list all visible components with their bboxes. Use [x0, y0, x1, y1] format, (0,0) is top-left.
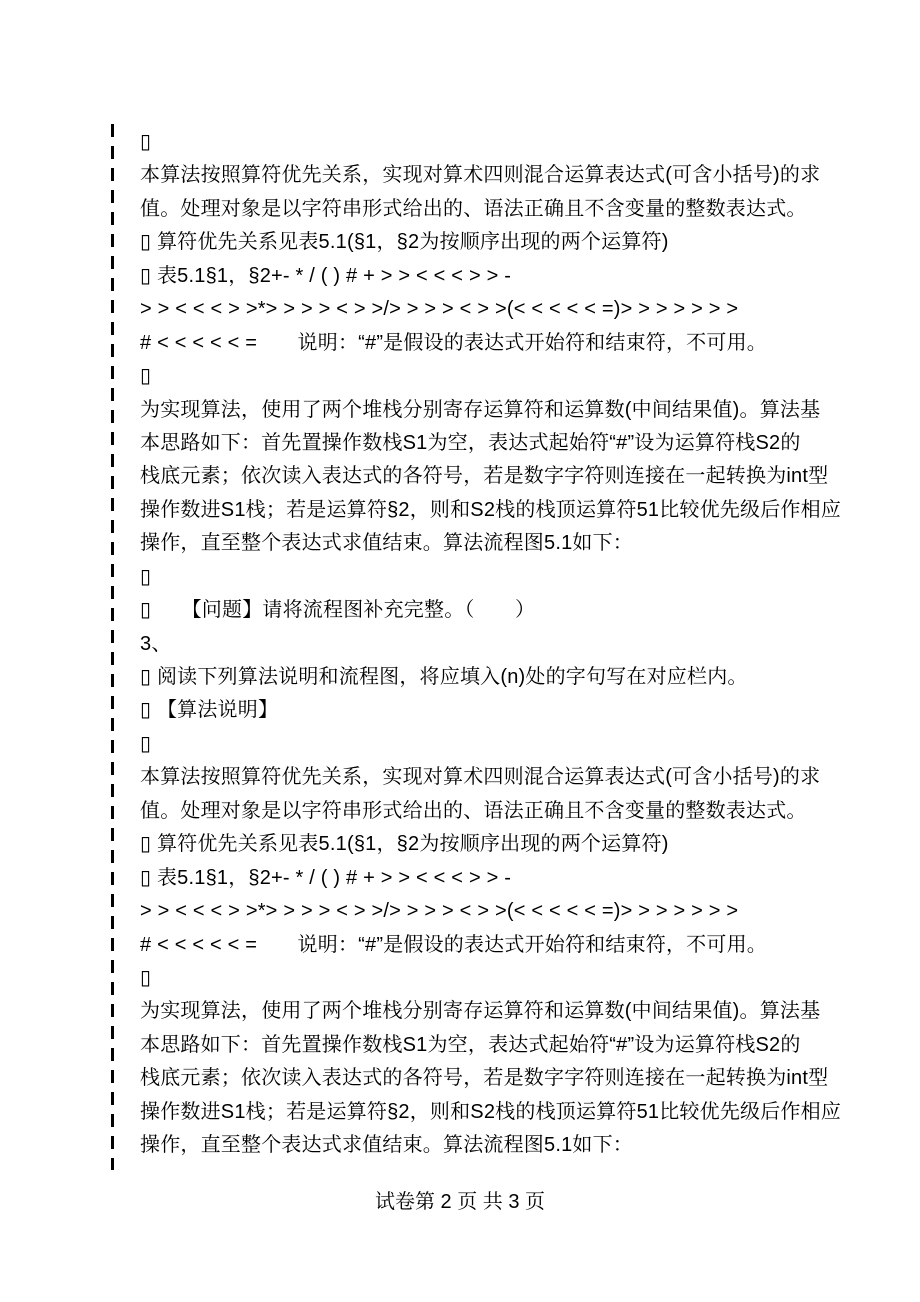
text-line: ▯ 阅读下列算法说明和流程图，将应填入(n)处的字句写在对应栏内。 [140, 666, 748, 688]
text-line: 本算法按照算符优先关系，实现对算术四则混合运算表达式(可含小括号)的求 [140, 164, 821, 187]
text-line: # < < < < < = 说明：“#”是假设的表达式开始符和结束符，不可用。 [140, 331, 767, 354]
text-line: ▯ 【算法说明】 [140, 699, 279, 722]
text-line: 本思路如下：首先置操作数栈S1为空，表达式起始符“#”设为运算符栈S2的 [140, 431, 801, 454]
text-line: ▯ [140, 732, 152, 755]
page-footer: 试卷第 2 页 共 3 页 [374, 1191, 546, 1213]
document-body [140, 126, 840, 1163]
text-line: 本算法按照算符优先关系，实现对算术四则混合运算表达式(可含小括号)的求 [140, 766, 821, 789]
text-line: 为实现算法，使用了两个堆栈分别寄存运算符和运算数(中间结果值)。算法基 [140, 398, 821, 421]
text-line: ▯ 算符优先关系见表5.1(§1，§2为按顺序出现的两个运算符) [140, 231, 669, 254]
page-margin-dashed-line [111, 124, 114, 1170]
text-line: 操作数进S1栈；若是运算符§2，则和S2栈的栈顶运算符51比较优先级后作相应 [140, 1100, 842, 1123]
text-line: ▯ 【问题】请将流程图补充完整。（ ） [140, 599, 536, 622]
text-line: 栈底元素；依次读入表达式的各符号，若是数字字符则连接在一起转换为int型 [140, 1067, 829, 1090]
text-line: ▯ [140, 565, 152, 588]
text-line: 本思路如下：首先置操作数栈S1为空，表达式起始符“#”设为运算符栈S2的 [140, 1033, 801, 1056]
text-line: 操作，直至整个表达式求值结束。算法流程图5.1如下： [140, 532, 634, 555]
text-line: ▯ 算符优先关系见表5.1(§1，§2为按顺序出现的两个运算符) [140, 833, 669, 856]
text-line: > > < < < > >*> > > > < > >/> > > > < > >(< < < < < =)> > > > > > > [140, 900, 739, 923]
text-line: 为实现算法，使用了两个堆栈分别寄存运算符和运算数(中间结果值)。算法基 [140, 1000, 821, 1023]
text-line: 栈底元素；依次读入表达式的各符号，若是数字字符则连接在一起转换为int型 [140, 465, 829, 488]
text-line: # < < < < < = 说明：“#”是假设的表达式开始符和结束符，不可用。 [140, 933, 767, 956]
text-line: 值。处理对象是以字符串形式给出的、语法正确且不含变量的整数表达式。 [140, 799, 807, 822]
text-line: 操作，直至整个表达式求值结束。算法流程图5.1如下： [140, 1134, 634, 1157]
text-line: 3、 [140, 632, 172, 655]
text-line: ▯ [140, 966, 152, 989]
text-line: 操作数进S1栈；若是运算符§2，则和S2栈的栈顶运算符51比较优先级后作相应 [140, 498, 842, 521]
text-line: ▯ [140, 365, 152, 388]
text-line: > > < < < > >*> > > > < > >/> > > > < > >(< < < < < =)> > > > > > > [140, 298, 739, 321]
text-line: 值。处理对象是以字符串形式给出的、语法正确且不含变量的整数表达式。 [140, 197, 807, 220]
text-line: ▯ [140, 131, 152, 153]
text-line: ▯ 表5.1§1，§2+- * / ( ) # + > > < < < > > - [140, 866, 512, 889]
text-line: ▯ 表5.1§1，§2+- * / ( ) # + > > < < < > > - [140, 264, 512, 287]
